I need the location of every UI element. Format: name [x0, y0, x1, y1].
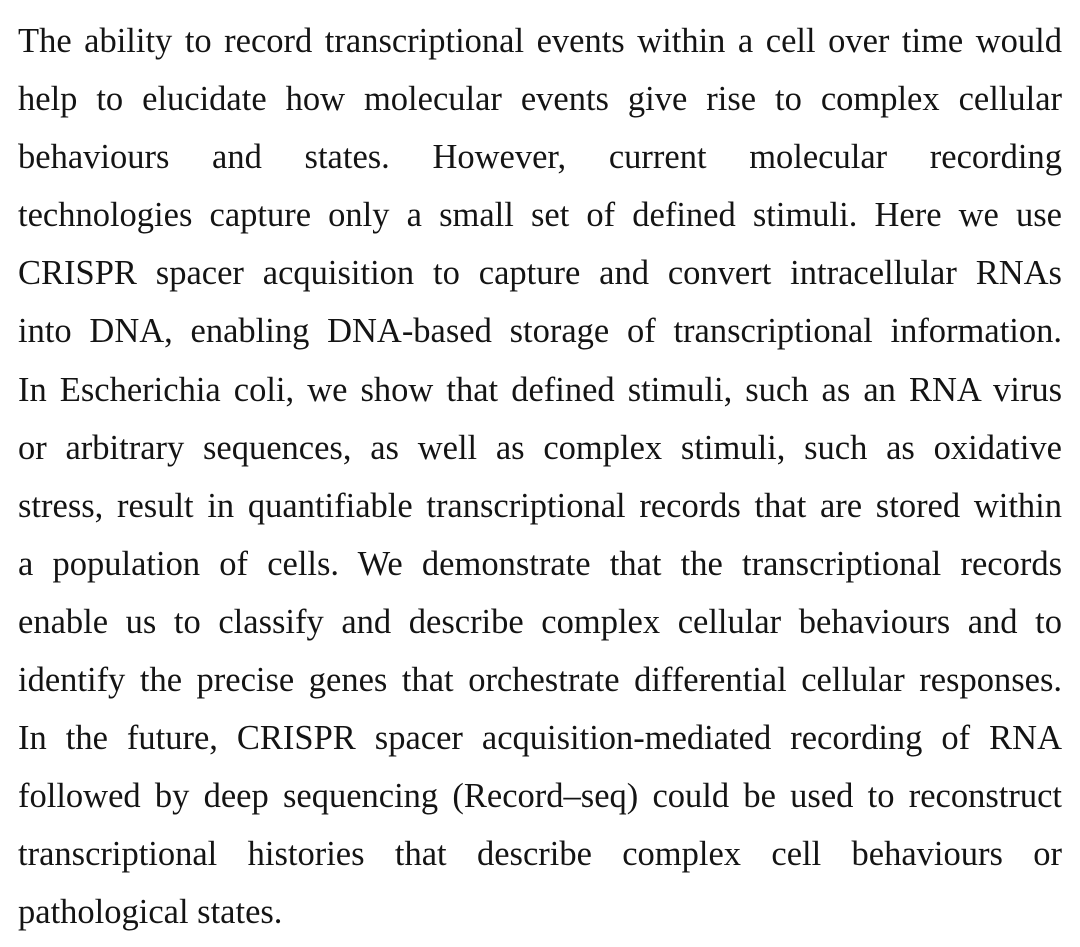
- text-line: a population of cells. We demonstrate that the transcriptional records: [18, 544, 1062, 583]
- text-line: help to elucidate how molecular events give rise to complex cellular: [18, 80, 1062, 119]
- text-line: enable us to classify and describe complex cellular behaviours and to: [18, 602, 1062, 641]
- text-line: In Escherichia coli, we show that defined stimuli, such as an RNA virus: [18, 370, 1062, 409]
- text-line: or arbitrary sequences, as well as complex stimuli, such as oxidative: [18, 428, 1062, 467]
- text-line: CRISPR spacer acquisition to capture and convert intracellular RNAs: [18, 254, 1062, 293]
- text-line: transcriptional histories that describe complex cell behaviours or: [18, 835, 1062, 874]
- text-line: behaviours and states. However, current molecular recording: [18, 138, 1062, 177]
- text-line-last: pathological states.: [18, 893, 283, 932]
- text-line: stress, result in quantifiable transcriptional records that are stored within: [18, 486, 1062, 525]
- text-line: The ability to record transcriptional events within a cell over time would: [18, 22, 1062, 60]
- text-line: followed by deep sequencing (Record–seq) could be used to reconstruct: [18, 777, 1062, 816]
- abstract-paragraph: [18, 12, 1062, 942]
- text-line: identify the precise genes that orchestrate differential cellular responses.: [18, 661, 1062, 700]
- text-line: into DNA, enabling DNA-based storage of transcriptional information.: [18, 312, 1062, 351]
- text-line: technologies capture only a small set of defined stimuli. Here we use: [18, 196, 1062, 235]
- text-line: In the future, CRISPR spacer acquisition-mediated recording of RNA: [18, 719, 1062, 758]
